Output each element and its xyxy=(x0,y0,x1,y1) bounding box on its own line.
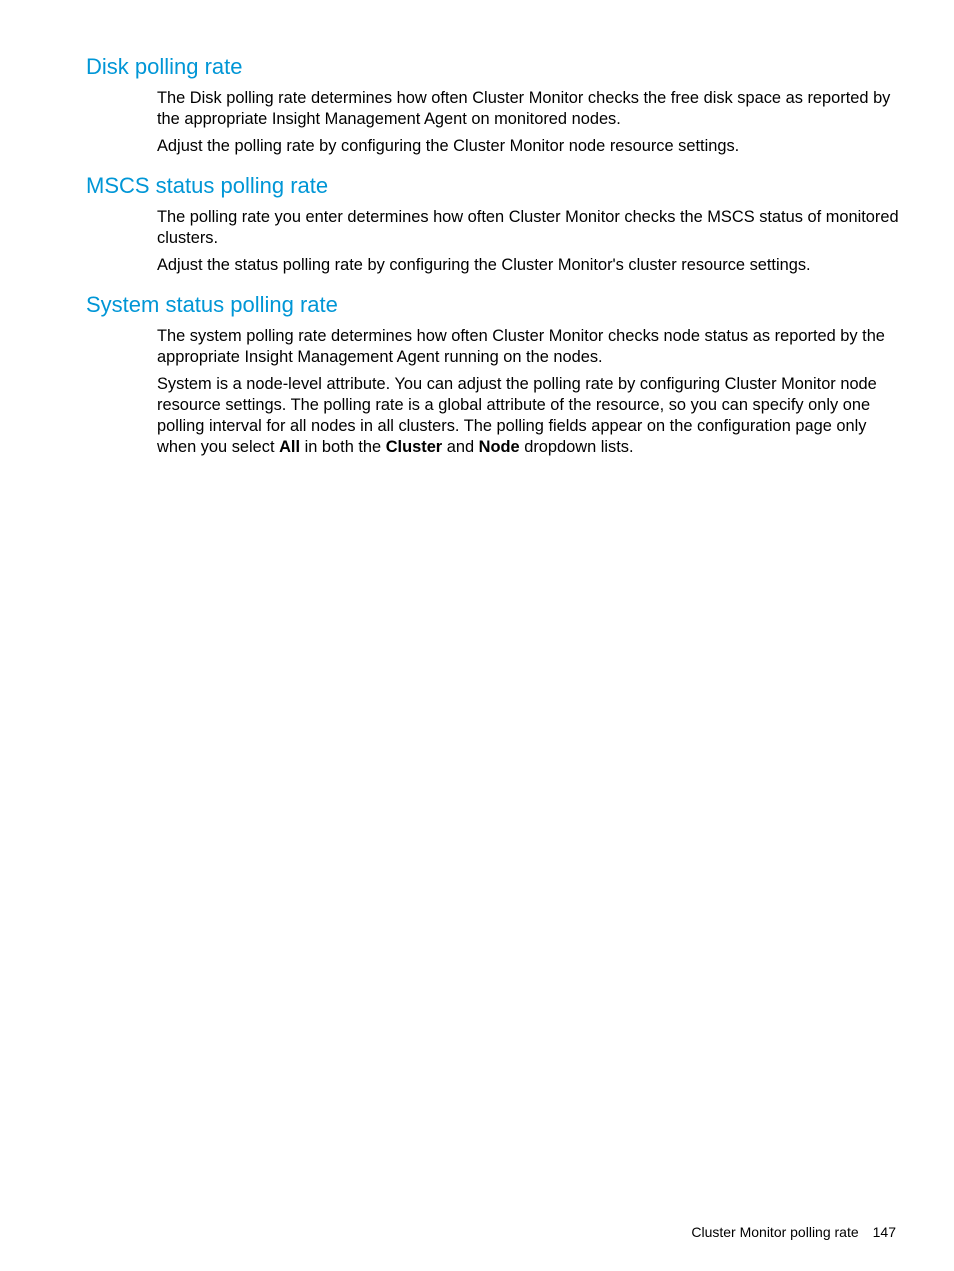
mscs-polling-paragraph-2: Adjust the status polling rate by configuring the Cluster Monitor's cluster resource settings. xyxy=(157,256,811,274)
section-heading-mscs-status-polling-rate: MSCS status polling rate xyxy=(86,173,329,198)
section-heading-system-status-polling-rate: System status polling rate xyxy=(86,292,338,317)
disk-polling-paragraph-2: Adjust the polling rate by configuring the Cluster Monitor node resource settings. xyxy=(157,137,740,155)
bold-term-node: Node xyxy=(478,438,520,456)
bold-term-cluster: Cluster xyxy=(385,438,443,456)
system-polling-text-1: System is a node-level attribute. You can adjust the polling rate by configuring Cluster Monitor node resource settings. The polling rate is a global attribute of the resource, so you can specify only one polling interval for all nodes in all clusters. The polling fields appear on the configuration page only when you select xyxy=(157,375,877,456)
bold-term-all: All xyxy=(279,438,301,456)
system-polling-paragraph-2 xyxy=(157,374,902,458)
section-heading-disk-polling-rate: Disk polling rate xyxy=(86,54,243,79)
page-number: 147 xyxy=(872,1224,896,1240)
system-polling-text-2: in both the xyxy=(300,438,386,456)
footer-section-title: Cluster Monitor polling rate xyxy=(691,1224,859,1240)
system-polling-text-4: dropdown lists. xyxy=(519,438,634,456)
mscs-polling-paragraph-1: The polling rate you enter determines how often Cluster Monitor checks the MSCS status of monitored clusters. xyxy=(157,208,899,247)
page-footer xyxy=(691,1222,896,1242)
system-polling-text-3: and xyxy=(442,438,479,456)
disk-polling-paragraph-1: The Disk polling rate determines how often Cluster Monitor checks the free disk space as reported by the appropriate Insight Management Agent on monitored nodes. xyxy=(157,89,891,128)
system-polling-paragraph-1: The system polling rate determines how often Cluster Monitor checks node status as reported by the appropriate Insight Management Agent running on the nodes. xyxy=(157,327,885,366)
